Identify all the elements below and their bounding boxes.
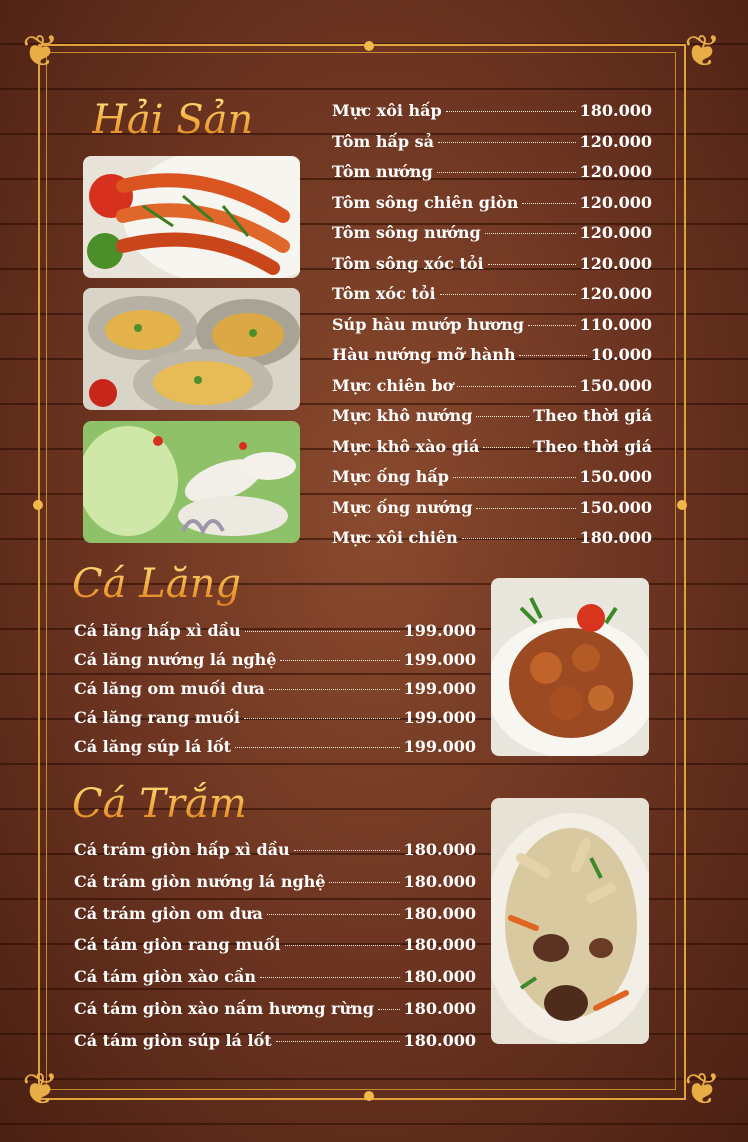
- dish-name: Tôm hấp sả: [332, 131, 434, 151]
- dot-leader: [245, 631, 400, 632]
- dish-name: Mực khô nướng: [332, 406, 473, 425]
- dot-leader: [462, 538, 576, 539]
- dish-name: Cá trám giòn nướng lá nghệ: [74, 871, 326, 891]
- ornament-dot-icon: [677, 500, 687, 510]
- dish-price: 180.000: [403, 903, 476, 923]
- dot-leader: [294, 850, 400, 851]
- dish-name: Cá lăng nướng lá nghệ: [74, 650, 277, 669]
- dish-name: Cá lăng hấp xì dầu: [74, 621, 241, 640]
- dish-price: 110.000: [579, 314, 652, 334]
- dish-price: 120.000: [579, 253, 652, 273]
- dish-name: Cá tám giòn súp lá lốt: [74, 1030, 272, 1050]
- dot-leader: [378, 1009, 400, 1010]
- menu-list-hai-san: [332, 96, 652, 554]
- dish-name: Cá lăng om muối dưa: [74, 679, 265, 698]
- menu-item: [332, 249, 652, 280]
- dish-price: 180.000: [403, 840, 476, 859]
- dish-name: Cá lăng súp lá lốt: [74, 737, 232, 756]
- grilled-shrimp-photo: [83, 156, 300, 278]
- corner-ornament-icon: ❦: [684, 26, 721, 77]
- dish-name: Tôm xóc tỏi: [332, 284, 436, 303]
- dish-price: Theo thời giá: [533, 436, 652, 456]
- dot-leader: [476, 508, 575, 509]
- dot-leader: [457, 386, 575, 387]
- menu-item: [74, 866, 476, 898]
- menu-list-ca-lang: [74, 616, 476, 761]
- dot-leader: [528, 325, 576, 326]
- dish-name: Mực xôi hấp: [332, 101, 442, 120]
- dot-leader: [276, 1041, 400, 1042]
- dish-price: 10.000: [590, 345, 652, 364]
- dot-leader: [522, 203, 575, 204]
- menu-item: [74, 898, 476, 930]
- dish-name: Cá lăng rang muối: [74, 708, 241, 727]
- menu-item: [332, 523, 652, 554]
- section-title-hai-san: Hải Sản: [92, 97, 254, 143]
- menu-item: [74, 929, 476, 961]
- dish-price: 150.000: [579, 467, 652, 486]
- menu-item: [74, 1025, 476, 1057]
- dot-leader: [440, 294, 576, 295]
- menu-list-ca-tram: [74, 834, 476, 1057]
- dish-name: Mực ống hấp: [332, 467, 449, 486]
- dish-price: 199.000: [403, 708, 476, 727]
- dish-name: Cá trám giòn om dưa: [74, 903, 263, 923]
- dish-name: Tôm sông nướng: [332, 223, 481, 242]
- dish-name: Cá tám giòn xào cần: [74, 967, 256, 987]
- menu-item: [74, 703, 476, 732]
- menu-item: [74, 732, 476, 761]
- dish-price: Theo thời giá: [533, 406, 652, 425]
- dish-name: Cá tám giòn rang muối: [74, 935, 281, 955]
- dish-price: 180.000: [579, 528, 652, 547]
- ornament-dot-icon: [364, 41, 374, 51]
- dish-price: 150.000: [579, 497, 652, 517]
- dot-leader: [488, 264, 576, 265]
- dot-leader: [329, 882, 399, 883]
- menu-item: [332, 218, 652, 249]
- dish-price: 180.000: [403, 871, 476, 891]
- dish-price: 150.000: [579, 375, 652, 395]
- menu-item: [74, 961, 476, 993]
- corner-ornament-icon: ❦: [22, 1064, 59, 1115]
- menu-item: [332, 96, 652, 127]
- dish-name: Mực khô xào giá: [332, 436, 480, 456]
- squid-photo: [83, 421, 300, 543]
- dot-leader: [285, 945, 400, 946]
- dish-price: 180.000: [403, 998, 476, 1018]
- dish-name: Tôm sông chiên giòn: [332, 192, 519, 212]
- menu-item: [332, 401, 652, 432]
- ornament-dot-icon: [364, 1091, 374, 1101]
- menu-item: [332, 371, 652, 402]
- section-title-ca-lang: Cá Lăng: [72, 561, 241, 607]
- menu-item: [332, 157, 652, 188]
- menu-item: [332, 340, 652, 371]
- menu-item: [74, 616, 476, 645]
- dish-name: Tôm sông xóc tỏi: [332, 253, 484, 273]
- dish-price: 180.000: [579, 101, 652, 120]
- dot-leader: [519, 355, 586, 356]
- dish-name: Mực xôi chiên: [332, 528, 458, 547]
- dish-price: 199.000: [403, 621, 476, 640]
- menu-item: [332, 127, 652, 158]
- menu-item: [332, 310, 652, 341]
- dish-price: 180.000: [403, 967, 476, 987]
- dot-leader: [260, 977, 400, 978]
- dot-leader: [438, 142, 576, 143]
- dish-price: 180.000: [403, 935, 476, 955]
- fried-catfish-photo: [491, 578, 649, 756]
- dot-leader: [446, 111, 576, 112]
- dish-price: 199.000: [403, 737, 476, 756]
- menu-item: [332, 462, 652, 493]
- carp-mushroom-photo: [491, 798, 649, 1044]
- ornament-dot-icon: [33, 500, 43, 510]
- menu-item: [74, 993, 476, 1025]
- dish-price: 120.000: [579, 162, 652, 181]
- dish-price: 120.000: [579, 131, 652, 151]
- menu-item: [74, 645, 476, 674]
- dot-leader: [485, 233, 576, 234]
- menu-item: [74, 834, 476, 866]
- menu-item: [332, 188, 652, 219]
- corner-ornament-icon: ❦: [22, 26, 59, 77]
- dot-leader: [437, 172, 576, 173]
- dish-name: Cá tám giòn xào nấm hương rừng: [74, 998, 374, 1018]
- dish-price: 199.000: [403, 679, 476, 698]
- grilled-oyster-photo: [83, 288, 300, 410]
- dot-leader: [476, 416, 529, 417]
- menu-item: [332, 432, 652, 463]
- dot-leader: [280, 660, 399, 661]
- dot-leader: [453, 477, 576, 478]
- dish-price: 120.000: [579, 192, 652, 212]
- dish-name: Hàu nướng mỡ hành: [332, 345, 516, 364]
- dish-name: Mực ống nướng: [332, 497, 473, 517]
- dot-leader: [267, 914, 400, 915]
- dish-price: 120.000: [579, 223, 652, 242]
- menu-item: [332, 493, 652, 524]
- section-title-ca-tram: Cá Trắm: [72, 781, 247, 827]
- dish-price: 120.000: [579, 284, 652, 303]
- menu-item: [74, 674, 476, 703]
- dish-name: Mực chiên bơ: [332, 375, 454, 395]
- corner-ornament-icon: ❦: [684, 1064, 721, 1115]
- menu-item: [332, 279, 652, 310]
- dot-leader: [269, 689, 400, 690]
- dish-name: Cá trám giòn hấp xì dầu: [74, 840, 290, 859]
- dish-name: Súp hàu mướp hương: [332, 314, 524, 334]
- dish-price: 180.000: [403, 1030, 476, 1050]
- dot-leader: [235, 747, 400, 748]
- dish-name: Tôm nướng: [332, 162, 433, 181]
- dot-leader: [244, 718, 400, 719]
- dish-price: 199.000: [403, 650, 476, 669]
- dot-leader: [483, 447, 529, 448]
